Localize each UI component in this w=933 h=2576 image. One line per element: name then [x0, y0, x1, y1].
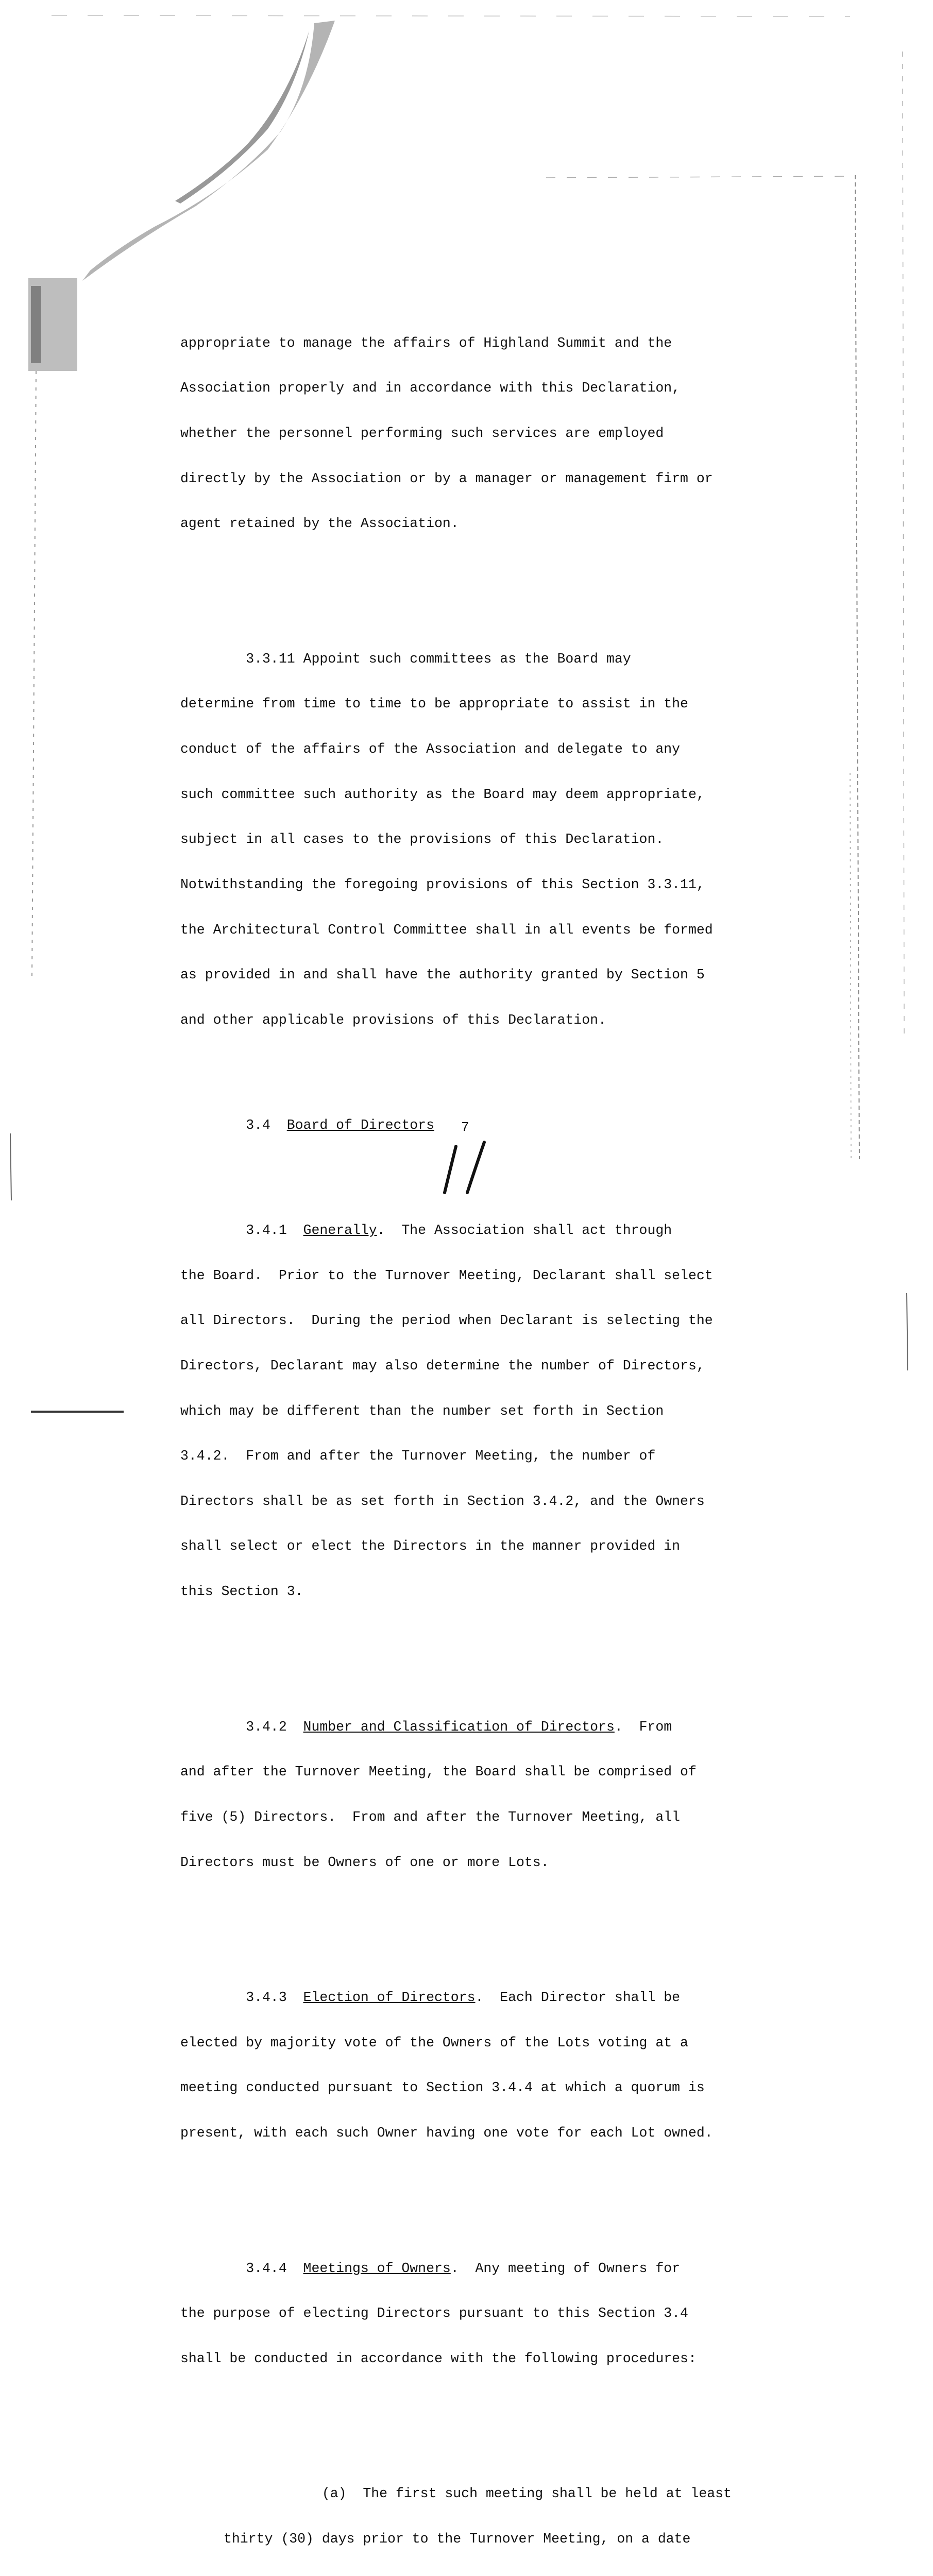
section-number: 3.4 [180, 1117, 287, 1133]
paragraph-3-4-4-a [180, 2456, 773, 2576]
top-edge-dashes [52, 15, 850, 16]
right-margin-line [855, 175, 859, 1159]
text-run: . Each Director shall be [475, 1990, 681, 2006]
text-line: as provided in and shall have the authority granted by Section 5 [180, 967, 705, 983]
handwritten-initials [435, 1136, 492, 1198]
folded-corner-shadow-dark [175, 31, 309, 204]
text-line: 3.3.11 Appoint such committees as the Board may [180, 651, 631, 667]
text-line: and other applicable provisions of this Declaration. [180, 1012, 606, 1028]
text-line: which may be different than the number set forth in Section [180, 1403, 664, 1419]
text-line: and after the Turnover Meeting, the Board shall be comprised of [180, 1764, 697, 1780]
text-line [180, 1990, 773, 2005]
subsection-title: Election of Directors [303, 1990, 476, 2006]
text-line: this Section 3. [180, 1584, 303, 1600]
document-body [180, 276, 773, 2576]
subsection-number: 3.4.2 [180, 1719, 303, 1735]
text-line: Notwithstanding the foregoing provisions of this Section 3.3.11, [180, 876, 705, 892]
text-line: thirty (30) days prior to the Turnover Meeting, on a date [224, 2531, 691, 2547]
text-line: (a) The first such meeting shall be held at least [224, 2486, 732, 2502]
text-line: all Directors. During the period when Declarant is selecting the [180, 1313, 713, 1329]
paragraph-3-4-2 [180, 1689, 773, 1900]
text-line: Directors must be Owners of one or more Lots. [180, 1854, 549, 1870]
text-line [180, 2261, 773, 2276]
text-line: the Architectural Control Committee shall in all events be formed [180, 922, 713, 938]
text-line: such committee such authority as the Board may deem appropriate, [180, 786, 705, 802]
text-line: Association properly and in accordance with this Declaration, [180, 380, 681, 396]
subsection-number: 3.4.4 [180, 2260, 303, 2276]
text-line: the Board. Prior to the Turnover Meeting, Declarant shall select [180, 1267, 713, 1283]
text-line: subject in all cases to the provisions of this Declaration. [180, 832, 664, 848]
text-line: appropriate to manage the affairs of Highland Summit and the [180, 335, 672, 351]
paragraph-3-3-10-continued [180, 306, 773, 561]
section-3-4-heading [180, 1118, 773, 1133]
subsection-number: 3.4.1 [180, 1223, 303, 1239]
text-line: Directors shall be as set forth in Section 3.4.2, and the Owners [180, 1493, 705, 1509]
text-line: agent retained by the Association. [180, 516, 459, 532]
upper-right-dashes [546, 176, 855, 178]
page-number: 7 [461, 1120, 469, 1135]
text-line [180, 1720, 773, 1735]
text-run: . The Association shall act through [377, 1223, 672, 1239]
subsection-title: Generally [303, 1223, 377, 1239]
text-line: meeting conducted pursuant to Section 3.4.4 at which a quorum is [180, 2080, 705, 2096]
text-line: elected by majority vote of the Owners of the Lots voting at a [180, 2035, 688, 2050]
text-line: 3.4.2. From and after the Turnover Meeting, the number of [180, 1448, 656, 1464]
text-line: conduct of the affairs of the Association and delegate to any [180, 741, 681, 757]
text-run: . Any meeting of Owners for [450, 2260, 681, 2276]
text-line: present, with each such Owner having one vote for each Lot owned. [180, 2125, 713, 2141]
subsection-title: Meetings of Owners [303, 2260, 451, 2276]
text-line: five (5) Directors. From and after the Turnover Meeting, all [180, 1809, 681, 1825]
section-title: Board of Directors [286, 1117, 434, 1133]
text-line: directly by the Association or by a manager or management firm or [180, 470, 713, 486]
left-margin-line [32, 371, 36, 979]
text-line: shall select or elect the Directors in the manner provided in [180, 1538, 681, 1554]
subsection-number: 3.4.3 [180, 1990, 303, 2006]
text-run: . From [614, 1719, 672, 1735]
text-line: shall be conducted in accordance with the following procedures: [180, 2350, 697, 2366]
subsection-title: Number and Classification of Directors [303, 1719, 615, 1735]
paragraph-3-4-1 [180, 1193, 773, 1630]
paragraph-3-4-3 [180, 1960, 773, 2171]
text-line: Directors, Declarant may also determine the number of Directors, [180, 1358, 705, 1374]
text-line [180, 1223, 773, 1238]
text-line: the purpose of electing Directors pursuant to this Section 3.4 [180, 2306, 688, 2321]
text-line: whether the personnel performing such services are employed [180, 426, 664, 442]
folded-corner-shadow [82, 21, 335, 281]
paragraph-3-4-4 [180, 2231, 773, 2396]
text-line: determine from time to time to be appropriate to assist in the [180, 696, 688, 712]
paragraph-3-3-11 [180, 621, 773, 1058]
